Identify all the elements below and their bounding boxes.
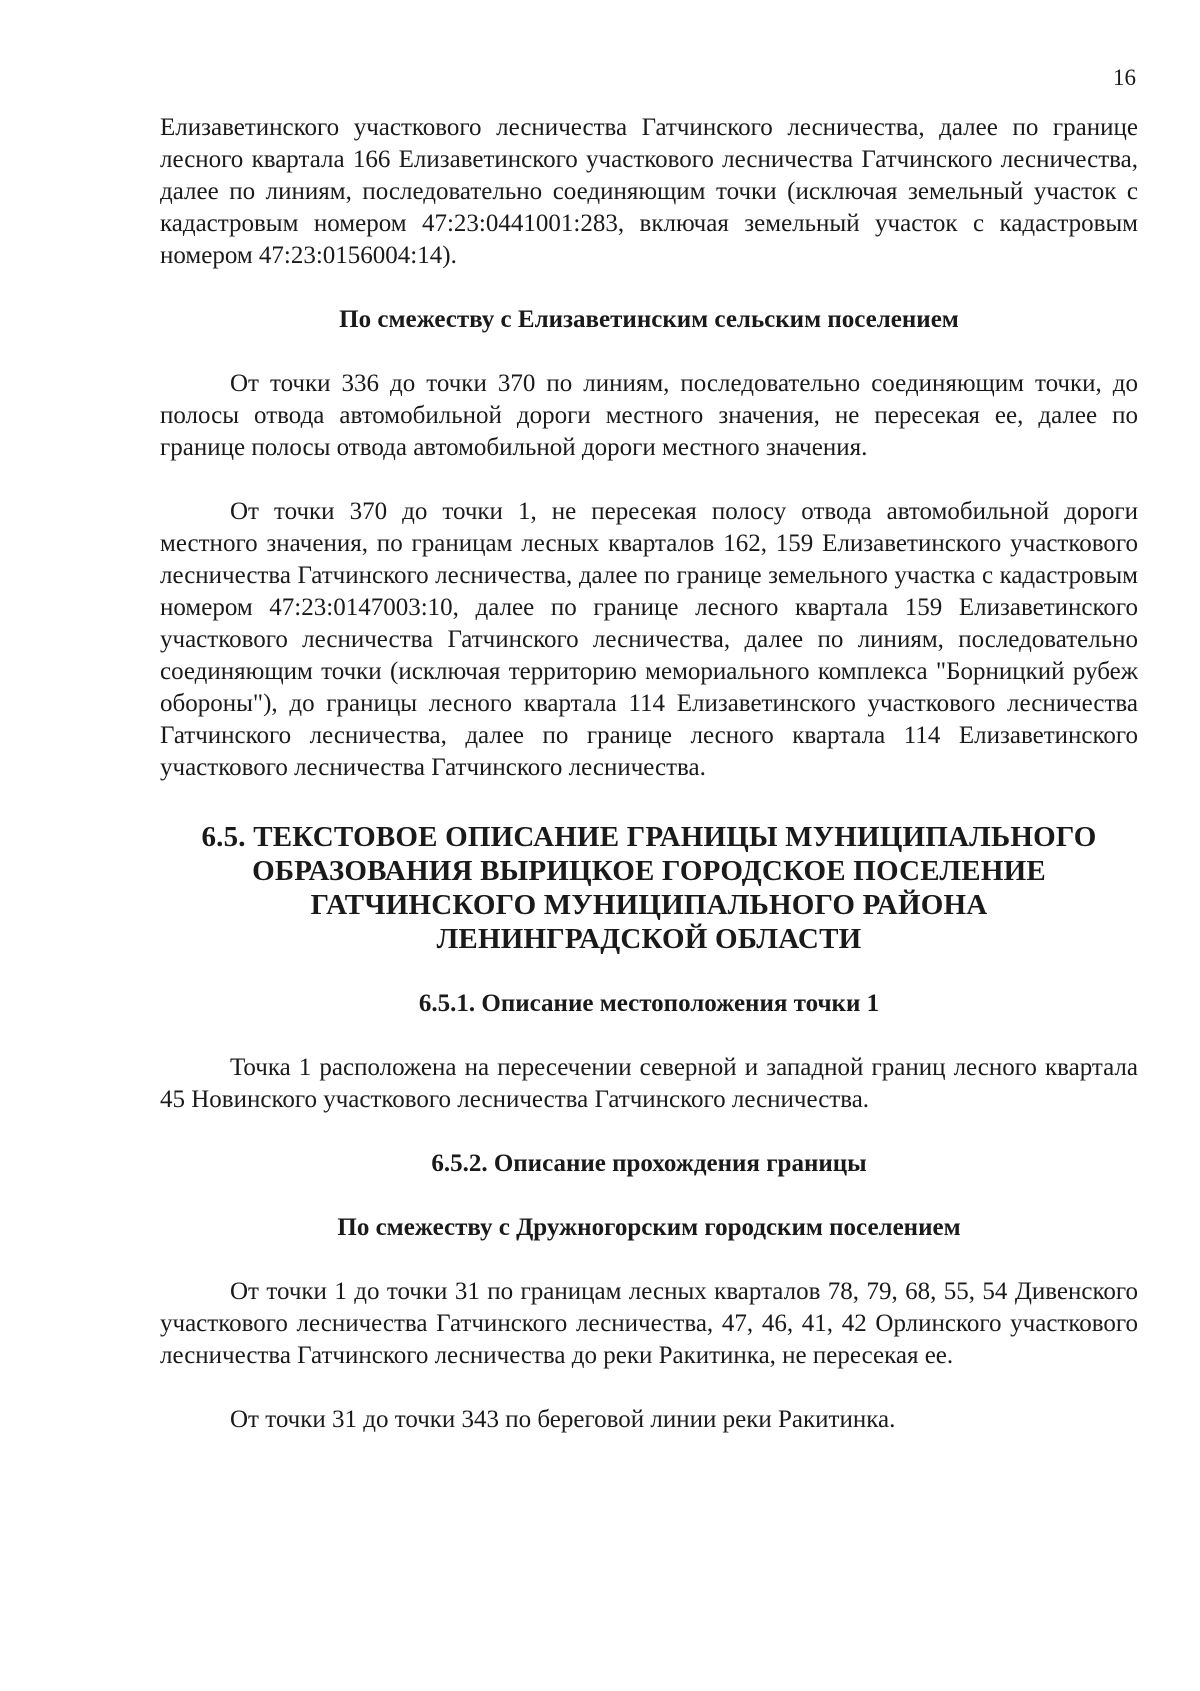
section-title-line: 6.5. ТЕКСТОВОЕ ОПИСАНИЕ ГРАНИЦЫ МУНИЦИПАЛЬНОГО [201,821,1097,853]
subsection-heading: 6.5.2. Описание прохождения границы [431,1150,867,1177]
paragraph: От точки 31 до точки 343 по береговой линии реки Ракитинка. [230,1406,896,1433]
paragraph: От точки 336 до точки 370 по линиям, последовательно соединяющим точки, до полосы отвода автомобильной дороги местного значения, не пересекая ее, далее по границе полосы отвода автомобильной дороги местного значения. [160,370,1138,461]
paragraph: От точки 1 до точки 31 по границам лесных кварталов 78, 79, 68, 55, 54 Дивенского участкового лесничества Гатчинского лесничества, 47, 46, 41, 42 Орлинского участкового лесничества Гатчинского лесничества до реки Ракитинка, не пересекая ее. [160,1278,1138,1369]
subsection-heading: 6.5.1. Описание местоположения точки 1 [418,990,880,1017]
document-body [160,112,1138,1436]
paragraph: От точки 370 до точки 1, не пересекая полосу отвода автомобильной дороги местного значения, по границам лесных кварталов 162, 159 Елизаветинского участкового лесничества Гатчинского лесничества, далее по границе земельного участка с кадастровым номером 47:23:0147003:10, далее по границе лесного квартала 159 Елизаветинского участкового лесничества Гатчинского лесничества, далее по линиям, последовательно соединяющим точки (исключая территорию мемориального комплекса "Борницкий рубеж обороны"), до границы лесного квартала 114 Елизаветинского участкового лесничества Гатчинского лесничества, далее по границе лесного квартала 114 Елизаветинского участкового лесничества Гатчинского лесничества. [160,498,1138,781]
section-title [160,820,1138,956]
section-title-line: ОБРАЗОВАНИЯ ВЫРИЦКОЕ ГОРОДСКОЕ ПОСЕЛЕНИЕ [252,855,1046,887]
paragraph: Елизаветинского участкового лесничества Гатчинского лесничества, далее по границе лесного квартала 166 Елизаветинского участкового лесничества Гатчинского лесничества, далее по линиям, последовательно соединяющим точки (исключая земельный участок с кадастровым номером 47:23:0441001:283, включая земельный участок с кадастровым номером 47:23:0156004:14). [160,114,1138,269]
section-title-line: ЛЕНИНГРАДСКОЙ ОБЛАСТИ [436,923,862,955]
section-title-line: ГАТЧИНСКОГО МУНИЦИПАЛЬНОГО РАЙОНА [310,889,988,921]
paragraph: Точка 1 расположена на пересечении северной и западной границ лесного квартала 45 Новинского участкового лесничества Гатчинского лесничества. [160,1054,1138,1113]
boundary-heading: По смежеству с Дружногорским городским поселением [337,1214,961,1241]
boundary-heading: По смежеству с Елизаветинским сельским поселением [339,306,959,333]
page-number: 16 [1113,65,1136,90]
